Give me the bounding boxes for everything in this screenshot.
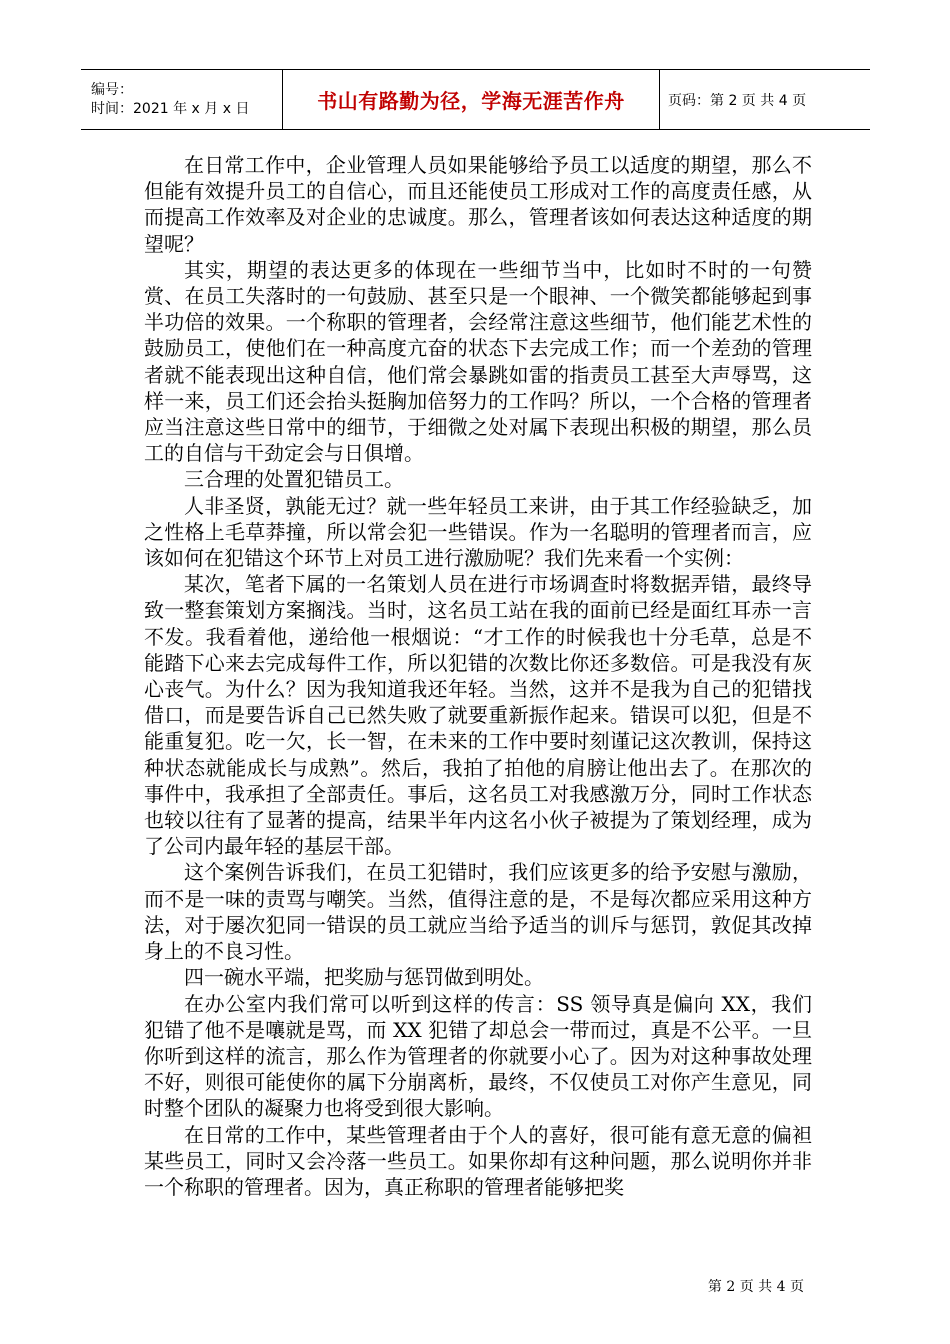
paragraph: 人非圣贤，孰能无过？就一些年轻员工来讲，由于其工作经验缺乏，加之性格上毛草莽撞，所以常会犯一些错误。作为一名聪明的管理者而言，应该如何在犯错这个环节上对员工进行激励呢？我们先来看一个实例： — [144, 493, 812, 571]
document-date-label: 时间：2021 年 x 月 x 日 — [91, 100, 250, 117]
paragraph: 某次，笔者下属的一名策划人员在进行市场调查时将数据弄错，最终导致一整套策划方案搁浅。当时，这名员工站在我的面前已经是面红耳赤一言不发。我看着他，递给他一根烟说：“才工作的时候我也十分毛草，总是不能踏下心来去完成每件工作，所以犯错的次数比你还多数倍。可是我没有灰心丧气。为什么？因为我知道我还年轻。当然，这并不是我为自己的犯错找借口，而是要告诉自己已然失败了就要重新振作起来。错误可以犯，但是不能重复犯。吃一欠，长一智，在未来的工作中要时刻谨记这次教训，保持这种状态就能成长与成熟”。然后，我拍了拍他的肩膀让他出去了。在那次的事件中，我承担了全部责任。事后，这名员工对我感激万分，同时工作状态也较以往有了显著的提高，结果半年内这名小伙子被提为了策划经理，成为了公司内最年轻的基层干部。 — [144, 572, 812, 859]
header-motto: 书山有路勤为径，学海无涯苦作舟 — [282, 70, 660, 129]
paragraph: 在办公室内我们常可以听到这样的传言：SS 领导真是偏向 XX，我们犯错了他不是嚷就是骂，而 XX 犯错了却总会一带而过，真是不公平。一旦你听到这样的流言，那么作为管理者的你就要小心了。因为对这种事故处理不好，则很可能使你的属下分崩离析，最终，不仅使员工对你产生意见，同时整个团队的凝聚力也将受到很大影响。 — [144, 991, 812, 1121]
section-heading: 四一碗水平端，把奖励与惩罚做到明处。 — [184, 965, 544, 990]
header-page-number: 页码：第 2 页 共 4 页 — [668, 92, 807, 109]
paragraph: 其实，期望的表达更多的体现在一些细节当中，比如时不时的一句赞赏、在员工失落时的一句鼓励、甚至只是一个眼神、一个微笑都能够起到事半功倍的效果。一个称职的管理者，会经常注意这些细节，他们能艺术性的鼓励员工，使他们在一种高度亢奋的状态下去完成工作；而一个差劲的管理者就不能表现出这种自信，他们常会暴跳如雷的指责员工甚至大声辱骂，这样一来，员工们还会抬头挺胸加倍努力的工作吗？所以，一个合格的管理者应当注意这些日常中的细节，于细微之处对属下表现出积极的期望，那么员工的自信与干劲定会与日俱增。 — [144, 257, 812, 466]
page-header — [81, 69, 870, 130]
paragraph: 在日常工作中，企业管理人员如果能够给予员工以适度的期望，那么不但能有效提升员工的自信心，而且还能使员工形成对工作的高度责任感，从而提高工作效率及对企业的忠诚度。那么，管理者该如何表达这种适度的期望呢？ — [144, 153, 812, 256]
footer-page-number: 第 2 页 共 4 页 — [707, 1279, 804, 1295]
document-number-label: 编号： — [91, 81, 133, 98]
section-heading: 三合理的处置犯错员工。 — [184, 467, 404, 492]
paragraph: 这个案例告诉我们，在员工犯错时，我们应该更多的给予安慰与激励，而不是一味的责骂与嘲笑。当然，值得注意的是，不是每次都应采用这种方法，对于屡次犯同一错误的员工就应当给予适当的训斥与惩罚，敦促其改掉身上的不良习性。 — [144, 860, 812, 964]
paragraph: 在日常的工作中，某些管理者由于个人的喜好，很可能有意无意的偏袒某些员工，同时又会冷落一些员工。如果你却有这种问题，那么说明你并非一个称职的管理者。因为，真正称职的管理者能够把奖 — [144, 1122, 812, 1199]
header-meta — [81, 70, 282, 129]
document-body — [144, 152, 812, 1200]
